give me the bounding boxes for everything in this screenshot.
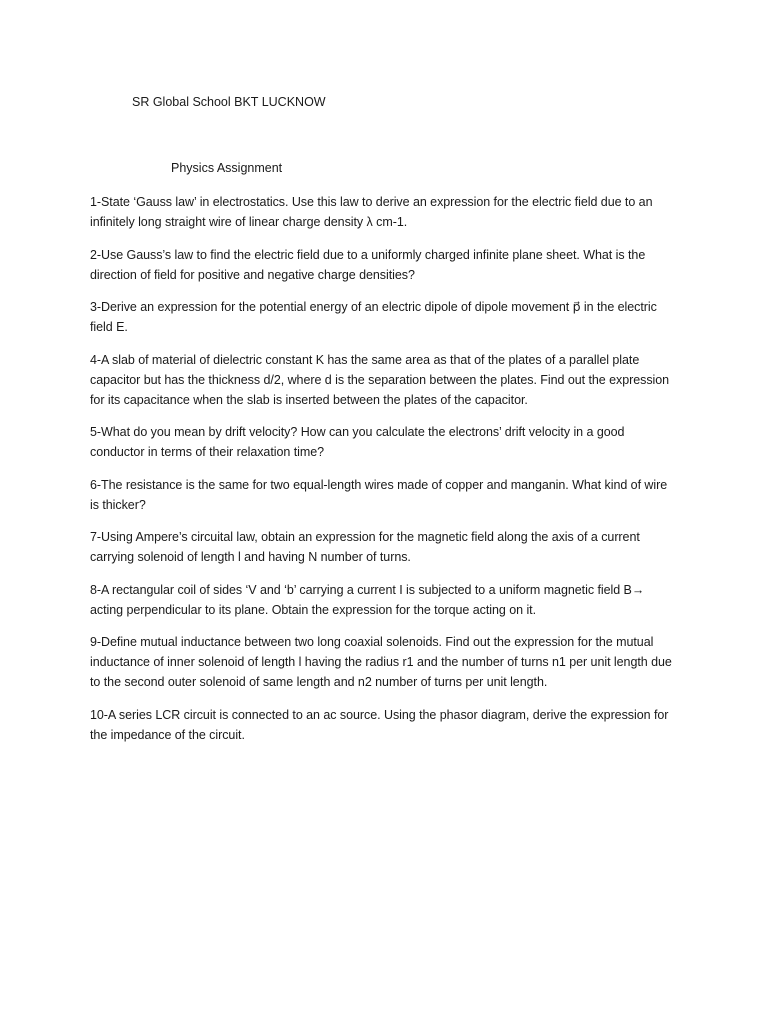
school-name: SR Global School BKT LUCKNOW xyxy=(132,95,326,109)
question-1: 1-State ‘Gauss law’ in electrostatics. Use this law to derive an expression for the electric field due to an infinitely long straight wire of linear charge density λ cm-1. xyxy=(90,195,653,229)
question-4: 4-A slab of material of dielectric constant K has the same area as that of the plates of a parallel plate capacitor but has the thickness d/2, where d is the separation between the plates. Find out the expression for its capacitance when the slab is inserted between the plates of the capacitor. xyxy=(90,352,670,407)
question-8: 8-A rectangular coil of sides ‘V and ‘b’ carrying a current I is subjected to a uniform magnetic field B→ acting perpendicular to its plane. Obtain the expression for the torque acting on it. xyxy=(90,582,645,617)
question-10: 10-A series LCR circuit is connected to an ac source. Using the phasor diagram, derive the expression for the impedance of the circuit. xyxy=(90,707,669,742)
question-9: 9-Define mutual inductance between two long coaxial solenoids. Find out the expression for the mutual inductance of inner solenoid of length l having the radius r1 and the number of turns n1 per unit length due to the second outer solenoid of same length and n2 number of turns per unit length. xyxy=(90,635,672,689)
question-3: 3-Derive an expression for the potential energy of an electric dipole of dipole movement p⃗ in the electric field E. xyxy=(90,300,657,334)
question-list xyxy=(90,192,678,757)
question-7: 7-Using Ampere’s circuital law, obtain an expression for the magnetic field along the axis of a current carrying solenoid of length l and having N number of turns. xyxy=(90,530,640,564)
assignment-title: Physics Assignment xyxy=(171,161,283,175)
question-5: 5-What do you mean by drift velocity? How can you calculate the electrons’ drift velocity in a good conductor in terms of their relaxation time? xyxy=(90,425,625,459)
question-2: 2-Use Gauss’s law to find the electric field due to a uniformly charged infinite plane sheet. What is the direction of field for positive and negative charge densities? xyxy=(90,247,646,282)
question-6: 6-The resistance is the same for two equal-length wires made of copper and manganin. What kind of wire is thicker? xyxy=(90,477,668,512)
